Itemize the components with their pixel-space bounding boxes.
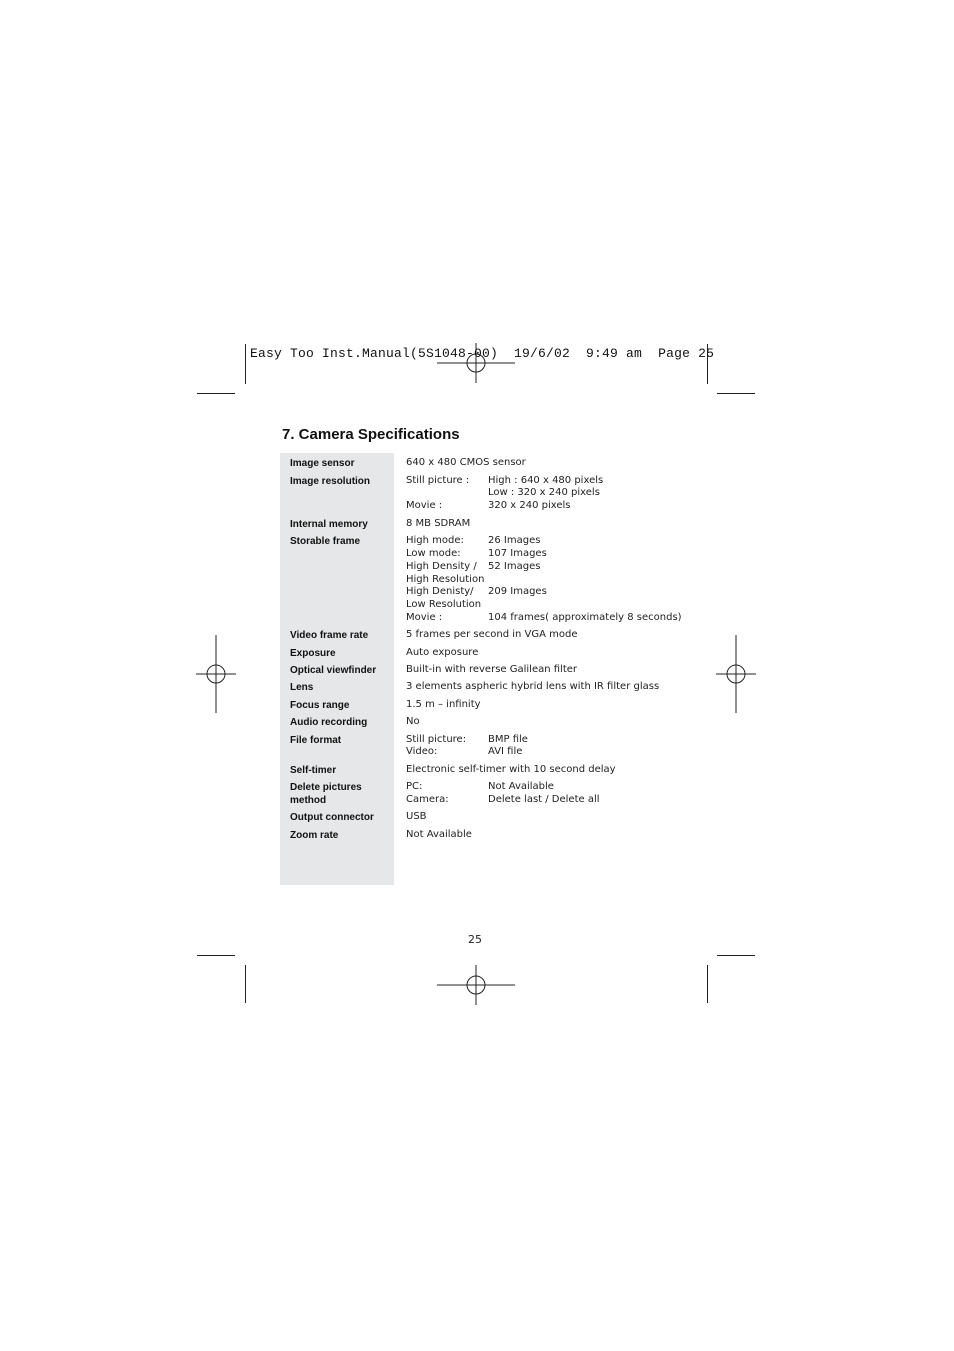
section-title: 7. Camera Specifications <box>282 426 460 443</box>
spec-label: Delete pictures method <box>290 782 362 806</box>
spec-value: No <box>406 716 420 727</box>
spec-label: Internal memory <box>290 519 368 530</box>
spec-value: 8 MB SDRAM <box>406 518 471 529</box>
spec-value: 1.5 m – infinity <box>406 699 481 710</box>
spec-subvalue: Not Available <box>488 781 554 792</box>
spec-subvalue: 104 frames( approximately 8 seconds) <box>488 612 682 623</box>
spec-subkey: High Density / <box>406 561 477 572</box>
spec-subkey: Movie : <box>406 500 443 511</box>
spec-subkey: Still picture: <box>406 734 467 745</box>
page-number: 25 <box>468 933 482 946</box>
spec-subkey: High Resolution <box>406 574 485 585</box>
spec-subkey: Still picture : <box>406 475 470 486</box>
registration-mark-right <box>716 635 756 713</box>
spec-label: Focus range <box>290 700 350 711</box>
spec-value: USB <box>406 811 427 822</box>
spec-subvalue: Low : 320 x 240 pixels <box>488 487 600 498</box>
spec-subkey: Low Resolution <box>406 599 482 610</box>
spec-label: Audio recording <box>290 717 368 728</box>
spec-label: File format <box>290 735 342 746</box>
spec-subvalue: BMP file <box>488 734 528 745</box>
spec-label: Exposure <box>290 648 336 659</box>
spec-label: Optical viewfinder <box>290 665 377 676</box>
spec-value: 640 x 480 CMOS sensor <box>406 457 526 468</box>
spec-subkey: Video: <box>406 746 438 757</box>
spec-subvalue: 26 Images <box>488 535 541 546</box>
spec-label: Image sensor <box>290 458 355 469</box>
registration-mark-left <box>196 635 236 713</box>
spec-value: Built-in with reverse Galilean filter <box>406 664 578 675</box>
spec-subvalue: 52 Images <box>488 561 541 572</box>
spec-subkey: High Denisty/ <box>406 586 474 597</box>
spec-subkey: Camera: <box>406 794 449 805</box>
spec-value: Auto exposure <box>406 647 479 658</box>
registration-mark-bottom <box>437 965 517 1005</box>
spec-subkey: PC: <box>406 781 423 792</box>
spec-subkey: Movie : <box>406 612 443 623</box>
spec-value: Electronic self-timer with 10 second delay <box>406 764 616 775</box>
spec-value: Not Available <box>406 829 472 840</box>
spec-label: Storable frame <box>290 536 361 547</box>
spec-label: Lens <box>290 682 314 693</box>
spec-label: Video frame rate <box>290 630 369 641</box>
spec-subvalue: 107 Images <box>488 548 547 559</box>
spec-subvalue: 320 x 240 pixels <box>488 500 571 511</box>
spec-subvalue: 209 Images <box>488 586 547 597</box>
print-slug: Easy Too Inst.Manual(5S1048-00) 19/6/02 9:49 am Page 25 <box>250 346 715 361</box>
spec-label: Zoom rate <box>290 830 339 841</box>
spec-subvalue: High : 640 x 480 pixels <box>488 475 604 486</box>
spec-subkey: High mode: <box>406 535 464 546</box>
spec-label: Image resolution <box>290 476 371 487</box>
spec-subkey: Low mode: <box>406 548 461 559</box>
spec-label: Self-timer <box>290 765 337 776</box>
spec-value: 5 frames per second in VGA mode <box>406 629 578 640</box>
spec-subvalue: Delete last / Delete all <box>488 794 600 805</box>
spec-value: 3 elements aspheric hybrid lens with IR filter glass <box>406 681 660 692</box>
spec-subvalue: AVI file <box>488 746 523 757</box>
spec-label: Output connector <box>290 812 374 823</box>
